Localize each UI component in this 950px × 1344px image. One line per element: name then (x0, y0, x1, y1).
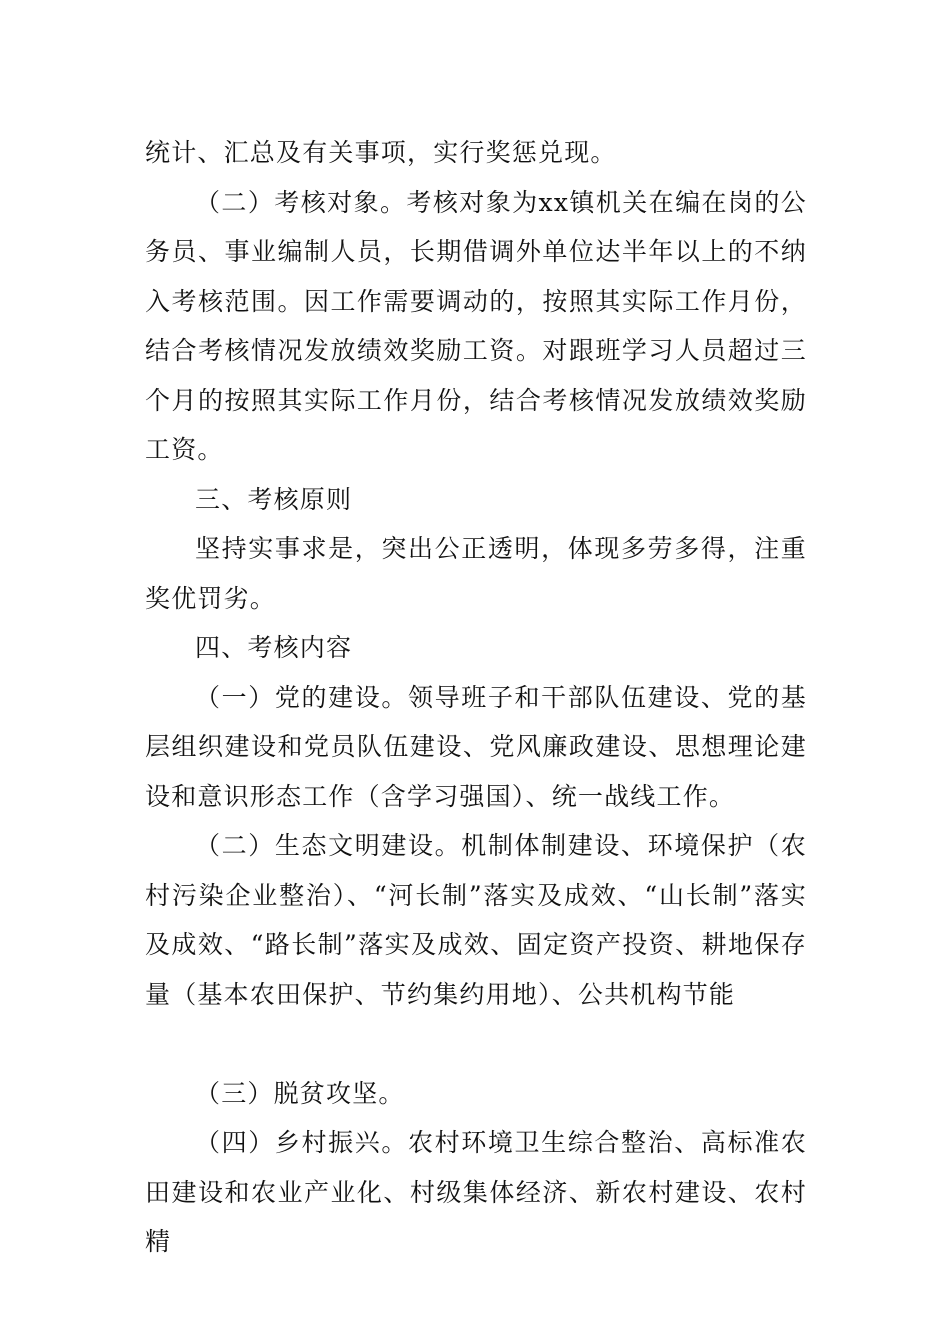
heading-assessment-content: 四、考核内容 (195, 633, 353, 662)
paragraph-rural-revitalization: （四）乡村振兴。农村环境卫生综合整治、高标准农田建设和农业产业化、村级集体经济、新农村建设、农村精 (145, 1128, 807, 1256)
paragraph-principles: 坚持实事求是，突出公正透明，体现多劳多得，注重奖优罚劣。 (145, 534, 807, 613)
document-body (145, 128, 807, 1267)
paragraph-poverty-alleviation: （三）脱贫攻坚。 (195, 1078, 405, 1108)
paragraph-assessment-targets: （二）考核对象。考核对象为xx镇机关在编在岗的公务员、事业编制人员，长期借调外单位达半年以上的不纳入考核范围。因工作需要调动的，按照其实际工作月份，结合考核情况发放绩效奖励工资。对跟班学习人员超过三个月的按照其实际工作月份，结合考核情况发放绩效奖励工资。 (145, 187, 807, 464)
paragraph-party-building: （一）党的建设。领导班子和干部队伍建设、党的基层组织建设和党员队伍建设、党风廉政建设、思想理论建设和意识形态工作（含学习强国）、统一战线工作。 (145, 682, 807, 811)
paragraph-ecological-civilization: （二）生态文明建设。机制体制建设、环境保护（农村污染企业整治）、“河长制”落实及成效、“山长制”落实及成效、“路长制”落实及成效、固定资产投资、耕地保存量（基本农田保护、节约集约用地）、公共机构节能 (145, 831, 807, 1009)
blank-line (145, 1019, 807, 1069)
heading-assessment-principles: 三、考核原则 (195, 484, 353, 514)
paragraph-continuation: 统计、汇总及有关事项，实行奖惩兑现。 (145, 138, 617, 167)
